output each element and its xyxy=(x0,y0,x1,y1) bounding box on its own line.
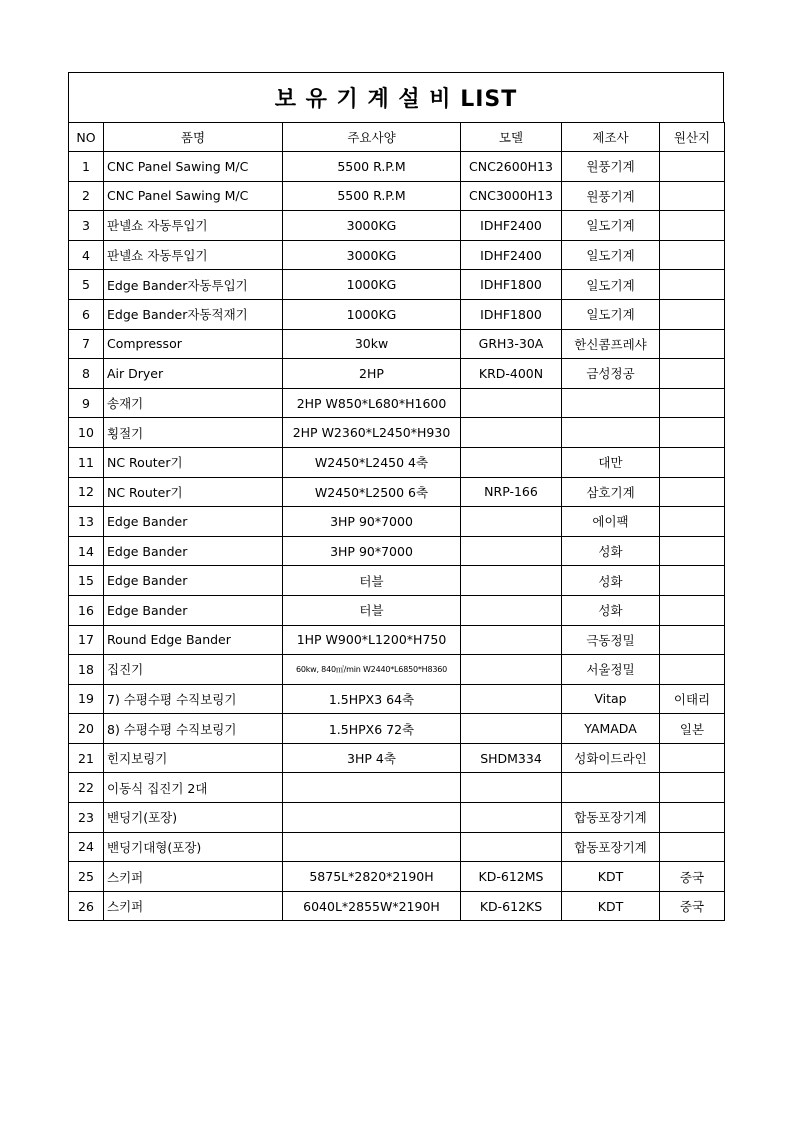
row-maker: KDT xyxy=(562,862,660,892)
row-spec: 2HP W2360*L2450*H930 xyxy=(283,418,461,448)
row-spec: W2450*L2450 4축 xyxy=(283,447,461,477)
row-model: NRP-166 xyxy=(461,477,562,507)
row-maker: 에이팩 xyxy=(562,507,660,537)
row-no: 15 xyxy=(69,566,104,596)
row-origin xyxy=(660,595,725,625)
row-spec: 5500 R.P.M xyxy=(283,181,461,211)
row-origin xyxy=(660,240,725,270)
row-maker: 일도기계 xyxy=(562,211,660,241)
header-origin: 원산지 xyxy=(660,123,725,152)
row-no: 17 xyxy=(69,625,104,655)
row-no: 20 xyxy=(69,714,104,744)
row-name: Edge Bander xyxy=(104,507,283,537)
row-maker: 합동포장기계 xyxy=(562,803,660,833)
row-maker: 금성정공 xyxy=(562,359,660,389)
row-no: 16 xyxy=(69,595,104,625)
table-row xyxy=(69,536,725,566)
row-maker: 성화 xyxy=(562,595,660,625)
row-spec: 5875L*2820*2190H xyxy=(283,862,461,892)
row-spec: 터블 xyxy=(283,566,461,596)
table-row xyxy=(69,181,725,211)
row-origin: 중국 xyxy=(660,862,725,892)
row-model xyxy=(461,832,562,862)
row-no: 10 xyxy=(69,418,104,448)
row-name: 판넬쇼 자동투입기 xyxy=(104,211,283,241)
row-maker: 원풍기계 xyxy=(562,152,660,182)
sheet-title: 보 유 기 계 설 비 LIST xyxy=(68,72,724,122)
row-no: 14 xyxy=(69,536,104,566)
row-spec: 3HP 90*7000 xyxy=(283,536,461,566)
row-origin xyxy=(660,566,725,596)
row-origin xyxy=(660,270,725,300)
row-no: 2 xyxy=(69,181,104,211)
row-maker: 일도기계 xyxy=(562,240,660,270)
row-origin xyxy=(660,803,725,833)
row-name: CNC Panel Sawing M/C xyxy=(104,181,283,211)
row-maker xyxy=(562,773,660,803)
row-spec: 6040L*2855W*2190H xyxy=(283,891,461,921)
row-name: 밴딩기(포장) xyxy=(104,803,283,833)
row-model xyxy=(461,536,562,566)
row-model xyxy=(461,714,562,744)
table-row xyxy=(69,240,725,270)
row-no: 13 xyxy=(69,507,104,537)
row-origin xyxy=(660,655,725,685)
row-origin xyxy=(660,832,725,862)
row-model: KD-612MS xyxy=(461,862,562,892)
table-row xyxy=(69,684,725,714)
row-model: CNC3000H13 xyxy=(461,181,562,211)
row-no: 19 xyxy=(69,684,104,714)
row-spec xyxy=(283,832,461,862)
row-maker: 일도기계 xyxy=(562,299,660,329)
table-row xyxy=(69,329,725,359)
row-maker: 한신콤프레샤 xyxy=(562,329,660,359)
table-row xyxy=(69,388,725,418)
row-model xyxy=(461,418,562,448)
row-name: Edge Bander자동투입기 xyxy=(104,270,283,300)
row-model: IDHF1800 xyxy=(461,270,562,300)
row-model xyxy=(461,388,562,418)
row-maker: YAMADA xyxy=(562,714,660,744)
table-row xyxy=(69,595,725,625)
header-maker: 제조사 xyxy=(562,123,660,152)
row-spec: 3HP 90*7000 xyxy=(283,507,461,537)
table-row xyxy=(69,862,725,892)
row-name: 8) 수평수평 수직보링기 xyxy=(104,714,283,744)
row-spec: W2450*L2500 6축 xyxy=(283,477,461,507)
row-model xyxy=(461,507,562,537)
row-no: 6 xyxy=(69,299,104,329)
row-origin xyxy=(660,181,725,211)
row-name: Edge Bander xyxy=(104,536,283,566)
row-no: 12 xyxy=(69,477,104,507)
row-name: NC Router기 xyxy=(104,447,283,477)
row-model: GRH3-30A xyxy=(461,329,562,359)
row-maker: 성화이드라인 xyxy=(562,743,660,773)
table-row xyxy=(69,714,725,744)
table-row xyxy=(69,507,725,537)
table-row xyxy=(69,743,725,773)
table-row xyxy=(69,566,725,596)
table-row xyxy=(69,655,725,685)
row-name: 집진기 xyxy=(104,655,283,685)
table-row xyxy=(69,832,725,862)
row-name: 횡절기 xyxy=(104,418,283,448)
equipment-sheet xyxy=(68,72,724,921)
row-no: 18 xyxy=(69,655,104,685)
row-spec: 1000KG xyxy=(283,270,461,300)
row-name: 밴딩기대형(포장) xyxy=(104,832,283,862)
row-origin xyxy=(660,507,725,537)
row-maker: 극동정밀 xyxy=(562,625,660,655)
row-model xyxy=(461,566,562,596)
equipment-table xyxy=(68,122,725,921)
row-origin xyxy=(660,329,725,359)
table-row xyxy=(69,211,725,241)
table-row xyxy=(69,477,725,507)
row-spec: 터블 xyxy=(283,595,461,625)
row-model: IDHF1800 xyxy=(461,299,562,329)
table-row xyxy=(69,418,725,448)
row-maker: 원풍기계 xyxy=(562,181,660,211)
row-name: Air Dryer xyxy=(104,359,283,389)
row-model: KRD-400N xyxy=(461,359,562,389)
table-row xyxy=(69,891,725,921)
row-origin: 일본 xyxy=(660,714,725,744)
header-row xyxy=(69,123,725,152)
row-no: 1 xyxy=(69,152,104,182)
row-maker: 합동포장기계 xyxy=(562,832,660,862)
row-origin xyxy=(660,152,725,182)
row-model: IDHF2400 xyxy=(461,211,562,241)
row-no: 5 xyxy=(69,270,104,300)
row-spec: 2HP xyxy=(283,359,461,389)
row-maker: 성화 xyxy=(562,566,660,596)
row-spec: 1.5HPX3 64축 xyxy=(283,684,461,714)
row-origin xyxy=(660,625,725,655)
row-name: CNC Panel Sawing M/C xyxy=(104,152,283,182)
row-model xyxy=(461,595,562,625)
row-no: 11 xyxy=(69,447,104,477)
row-maker: Vitap xyxy=(562,684,660,714)
row-name: NC Router기 xyxy=(104,477,283,507)
row-origin: 이태리 xyxy=(660,684,725,714)
row-name: 스키퍼 xyxy=(104,891,283,921)
table-row xyxy=(69,625,725,655)
row-spec: 30kw xyxy=(283,329,461,359)
table-row xyxy=(69,773,725,803)
header-no: NO xyxy=(69,123,104,152)
row-name: Edge Bander xyxy=(104,566,283,596)
table-row xyxy=(69,270,725,300)
row-origin xyxy=(660,359,725,389)
row-spec: 1000KG xyxy=(283,299,461,329)
row-model xyxy=(461,773,562,803)
row-no: 9 xyxy=(69,388,104,418)
row-origin xyxy=(660,447,725,477)
header-name: 품명 xyxy=(104,123,283,152)
row-model xyxy=(461,447,562,477)
row-model xyxy=(461,655,562,685)
row-origin xyxy=(660,299,725,329)
table-row xyxy=(69,359,725,389)
table-row xyxy=(69,447,725,477)
row-name: Edge Bander자동적재기 xyxy=(104,299,283,329)
row-maker xyxy=(562,418,660,448)
row-spec: 3000KG xyxy=(283,240,461,270)
row-origin xyxy=(660,418,725,448)
row-name: Round Edge Bander xyxy=(104,625,283,655)
row-model: CNC2600H13 xyxy=(461,152,562,182)
row-spec xyxy=(283,773,461,803)
row-spec: 5500 R.P.M xyxy=(283,152,461,182)
row-maker: 일도기계 xyxy=(562,270,660,300)
row-spec: 1.5HPX6 72축 xyxy=(283,714,461,744)
row-maker: 대만 xyxy=(562,447,660,477)
row-maker: KDT xyxy=(562,891,660,921)
row-no: 22 xyxy=(69,773,104,803)
row-no: 25 xyxy=(69,862,104,892)
row-model xyxy=(461,803,562,833)
row-no: 4 xyxy=(69,240,104,270)
row-no: 23 xyxy=(69,803,104,833)
row-name: Compressor xyxy=(104,329,283,359)
row-maker: 서울정밀 xyxy=(562,655,660,685)
row-spec: 1HP W900*L1200*H750 xyxy=(283,625,461,655)
row-name: 스키퍼 xyxy=(104,862,283,892)
row-maker xyxy=(562,388,660,418)
row-origin xyxy=(660,773,725,803)
row-spec: 2HP W850*L680*H1600 xyxy=(283,388,461,418)
row-no: 21 xyxy=(69,743,104,773)
table-row xyxy=(69,152,725,182)
header-spec: 주요사양 xyxy=(283,123,461,152)
row-no: 8 xyxy=(69,359,104,389)
row-name: 송재기 xyxy=(104,388,283,418)
row-no: 7 xyxy=(69,329,104,359)
row-origin xyxy=(660,388,725,418)
row-no: 3 xyxy=(69,211,104,241)
row-model: SHDM334 xyxy=(461,743,562,773)
row-spec: 3HP 4축 xyxy=(283,743,461,773)
row-model xyxy=(461,684,562,714)
header-model: 모델 xyxy=(461,123,562,152)
row-spec xyxy=(283,803,461,833)
row-origin xyxy=(660,743,725,773)
row-name: 힌지보링기 xyxy=(104,743,283,773)
row-origin xyxy=(660,536,725,566)
row-origin: 중국 xyxy=(660,891,725,921)
table-row xyxy=(69,803,725,833)
row-name: 이동식 집진기 2대 xyxy=(104,773,283,803)
row-origin xyxy=(660,211,725,241)
row-maker: 성화 xyxy=(562,536,660,566)
table-row xyxy=(69,299,725,329)
row-maker: 삼호기계 xyxy=(562,477,660,507)
row-no: 24 xyxy=(69,832,104,862)
row-model: KD-612KS xyxy=(461,891,562,921)
row-model: IDHF2400 xyxy=(461,240,562,270)
row-origin xyxy=(660,477,725,507)
row-spec: 3000KG xyxy=(283,211,461,241)
row-spec: 60kw, 840㎥/min W2440*L6850*H8360 xyxy=(283,655,461,685)
row-no: 26 xyxy=(69,891,104,921)
row-name: 7) 수평수평 수직보링기 xyxy=(104,684,283,714)
row-name: Edge Bander xyxy=(104,595,283,625)
row-name: 판넬쇼 자동투입기 xyxy=(104,240,283,270)
row-model xyxy=(461,625,562,655)
